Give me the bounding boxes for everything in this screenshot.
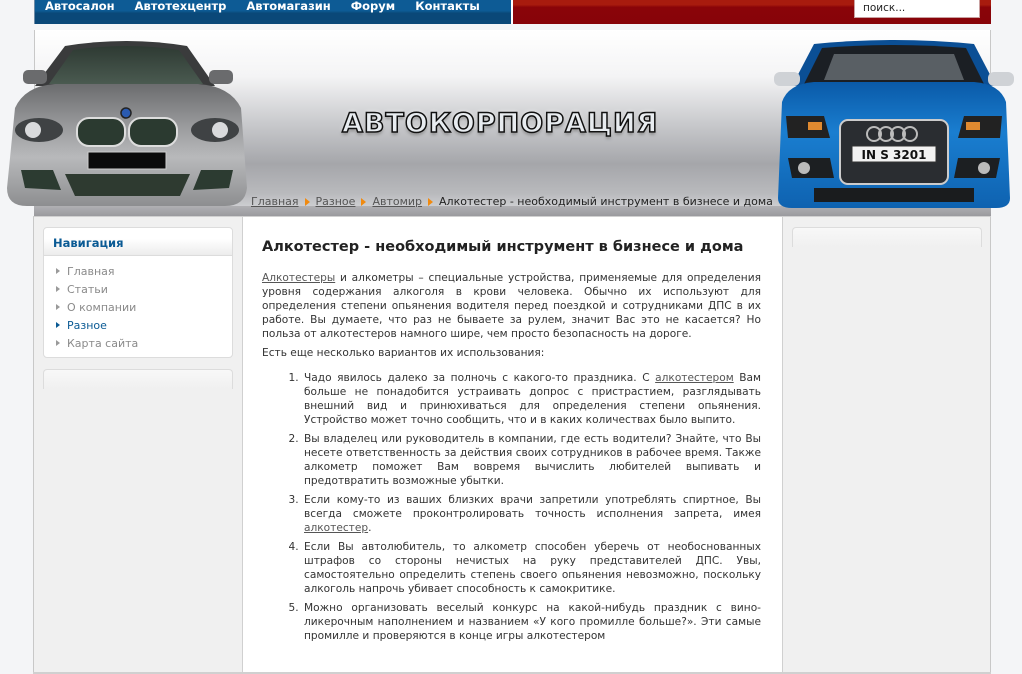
list-item: 3. Если кому-то из ваших близких врачи запретили употреблять спиртное, Вы всегда сможете проконтролировать точность исполнения запрета, имея алкотестер. [302, 493, 761, 535]
svg-text:IN S 3201: IN S 3201 [861, 148, 927, 162]
list-item: 4. Если Вы автолюбитель, то алкометр способен уберечь от необоснованных штрафов со стороны нечистых на руку представителей ДПС. Увы, самостоятельно определить степень своего опьянения невозможно, поскольку алкоголь напрочь убивает способность к самокритике. [302, 540, 761, 596]
breadcrumb-automir[interactable]: Автомир [372, 195, 423, 208]
sidebar-item-home[interactable] [56, 262, 232, 280]
breadcrumb-current: Алкотестер - необходимый инструмент в бизнесе и дома [439, 195, 773, 208]
topnav-item-contacts[interactable]: Контакты [415, 0, 480, 13]
sidebar-item-about[interactable] [56, 298, 232, 316]
triangle-bullet-icon [56, 340, 60, 346]
triangle-bullet-icon [56, 322, 60, 328]
topnav-item-forum[interactable]: Форум [350, 0, 396, 13]
top-navigation [34, 0, 511, 24]
triangle-bullet-icon [56, 286, 60, 292]
sidebar-item-label: О компании [67, 300, 137, 314]
breadcrumb-home[interactable]: Главная [251, 195, 299, 208]
topbar-red-section [513, 0, 991, 24]
navigation-list [44, 256, 232, 352]
top-bar [34, 0, 991, 24]
topnav-item-autotechcenter[interactable]: Автотехцентр [134, 0, 227, 13]
blue-car-image [774, 38, 1014, 210]
breadcrumb-arrow-icon [305, 198, 310, 206]
page-title: Алкотестер - необходимый инструмент в бизнесе и дома [262, 239, 744, 255]
topnav-item-autoshop[interactable]: Автомагазин [246, 0, 331, 13]
article-lead: Есть еще несколько вариантов их использования: [262, 347, 545, 359]
navigation-title: Навигация [44, 228, 232, 256]
sidebar-item-label: Главная [67, 264, 115, 278]
breadcrumb [251, 195, 773, 208]
triangle-bullet-icon [56, 268, 60, 274]
alcotester-link[interactable]: Алкотестеры [262, 272, 336, 284]
article-list [302, 371, 761, 643]
sidebar-item-articles[interactable] [56, 280, 232, 298]
sidebar-item-label: Разное [67, 318, 107, 332]
search-input[interactable]: поиск... [854, 0, 980, 18]
alcotester-link[interactable]: алкотестер [304, 522, 369, 534]
list-item: 2. Вы владелец или руководитель в компании, где есть водители? Знайте, что Вы несете ответственность за действия своих сотрудников в рабочее время. Также алкометр поможет Вам вовремя вычислить любителей выпивать и предотвратить возможные убытки. [302, 432, 761, 488]
right-sidebar-box [792, 227, 982, 247]
article-body [262, 271, 761, 648]
breadcrumb-arrow-icon [428, 198, 433, 206]
triangle-bullet-icon [56, 304, 60, 310]
sidebar-item-misc[interactable] [56, 316, 232, 334]
breadcrumb-misc[interactable]: Разное [315, 195, 356, 208]
main-content [242, 216, 782, 674]
site-logo[interactable]: АВТОКОРПОРАЦИЯ [342, 108, 659, 139]
breadcrumb-arrow-icon [361, 198, 366, 206]
sidebar-item-sitemap[interactable] [56, 334, 232, 352]
topnav-item-autosalon[interactable]: Автосалон [45, 0, 115, 13]
list-item: 5. Можно организовать веселый конкурс на какой-нибудь праздник с вино-ликерочным наполнением и названием «У кого промилле больше?». Эти самые промилле и проверяются в конце игры алкотестером [302, 601, 761, 643]
alcotester-link[interactable]: алкотестером [655, 372, 734, 384]
article-intro: Алкотестеры и алкометры – специальные устройства, применяемые для определения уровня содержания алкоголя в крови человека. Обычно их используют для определения степени опьянения водителя перед поездкой и сотрудниками ДПС в их работе. Вы думаете, что раз не бываете за рулем, значит Вас это не касается? Но польза от алкотестеров намного шире, чем просто безопасность на дороге. [262, 272, 761, 340]
sidebar-item-label: Статьи [67, 282, 108, 296]
silver-car-image [5, 38, 248, 208]
sidebar-empty-box [43, 369, 233, 389]
left-sidebar [33, 216, 242, 674]
sidebar-item-label: Карта сайта [67, 336, 139, 350]
navigation-box [43, 227, 233, 358]
list-item: 1. Чадо явилось далеко за полночь с какого-то праздника. С алкотестером Вам больше не понадобится устраивать допрос с пристрастием, разглядывать внешний вид и принюхиваться для определения степени опьянения. Устройство может точно сообщить, что и в каких количествах было выпито. [302, 371, 761, 427]
right-sidebar [782, 216, 991, 674]
